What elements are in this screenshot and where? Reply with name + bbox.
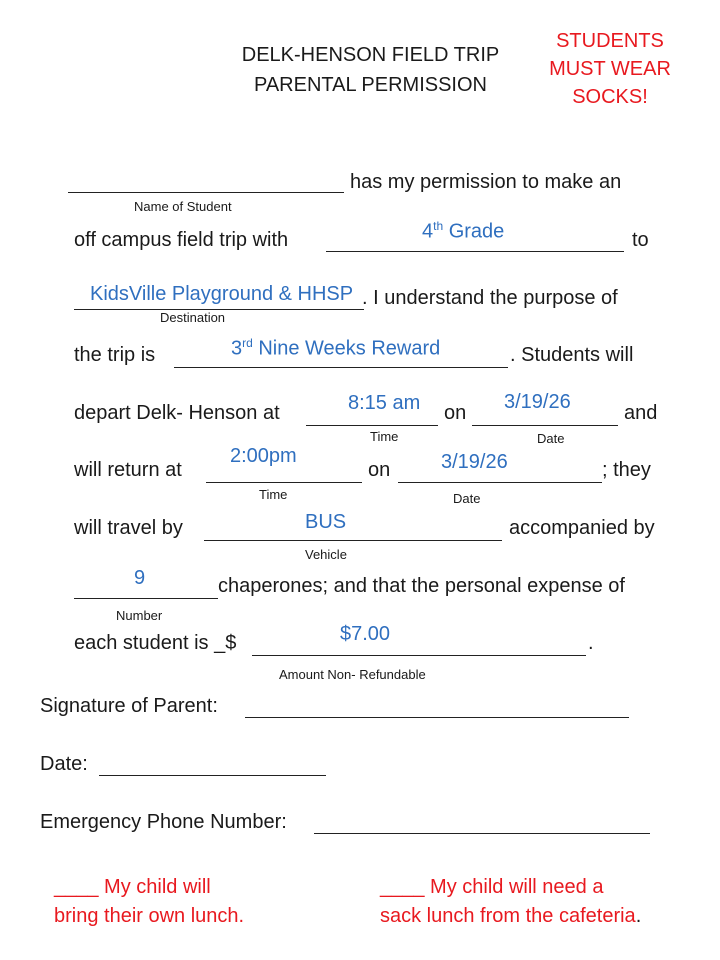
amount-value: $7.00 [340, 623, 391, 645]
sack-lunch-blank[interactable]: ____ [380, 876, 425, 898]
own-lunch-line1: ____ My child will [54, 876, 211, 898]
parent-signature-field[interactable] [245, 717, 629, 718]
label-return-time: Time [259, 487, 288, 502]
return-time-field[interactable] [206, 482, 362, 483]
label-amount: Amount Non- Refundable [279, 667, 426, 682]
depart-time-field[interactable] [306, 425, 438, 426]
and-text: and [624, 402, 658, 424]
return-date-field[interactable] [398, 482, 602, 483]
trip-with-text: off campus field trip with [74, 229, 289, 251]
socks-notice [538, 27, 682, 111]
return-on-text: on [368, 459, 391, 481]
they-text: ; they [602, 459, 651, 481]
vehicle-value: BUS [305, 511, 347, 533]
purpose-field[interactable] [174, 367, 508, 368]
form-title-line2: PARENTAL PERMISSION [253, 74, 487, 96]
form-title [228, 40, 513, 100]
parent-signature-label: Signature of Parent: [40, 695, 218, 717]
grade-value: 4th Grade [422, 219, 505, 243]
label-student: Name of Student [134, 199, 232, 214]
to-text: to [632, 229, 649, 251]
depart-date-field[interactable] [472, 425, 618, 426]
amount-field[interactable] [252, 655, 586, 656]
travel-by-text: will travel by [74, 517, 183, 539]
expense-text: each student is _$ [74, 632, 237, 654]
expense-period: . [588, 632, 594, 654]
socks-notice-line1: STUDENTS [556, 30, 664, 52]
socks-notice-line3: SOCKS! [572, 86, 648, 108]
accompanied-text: accompanied by [509, 517, 655, 539]
chaperone-count-field[interactable] [74, 598, 218, 599]
label-vehicle: Vehicle [305, 547, 347, 562]
own-lunch-line2: bring their own lunch. [54, 905, 245, 927]
grade-field[interactable] [326, 251, 624, 252]
label-number: Number [116, 608, 163, 623]
own-lunch-blank[interactable]: ____ [54, 876, 99, 898]
return-date-value: 3/19/26 [441, 451, 508, 473]
socks-notice-line2: MUST WEAR [549, 58, 671, 80]
chaperones-text: chaperones; and that the personal expense of [218, 575, 625, 597]
sack-lunch-line2: sack lunch from the cafeteria. [380, 905, 642, 927]
label-depart-time: Time [370, 429, 399, 444]
depart-date-value: 3/19/26 [504, 391, 571, 413]
date-label: Date: [40, 753, 88, 775]
return-time-value: 2:00pm [230, 445, 297, 467]
date-field[interactable] [99, 775, 326, 776]
label-destination: Destination [160, 310, 226, 325]
emergency-phone-label: Emergency Phone Number: [40, 811, 287, 833]
vehicle-field[interactable] [204, 540, 502, 541]
return-text: will return at [74, 459, 182, 481]
emergency-phone-field[interactable] [314, 833, 650, 834]
label-return-date: Date [453, 491, 481, 506]
chaperone-count-value: 9 [134, 567, 146, 589]
own-lunch-option[interactable] [54, 873, 244, 931]
sack-lunch-option[interactable] [380, 873, 641, 931]
destination-value: KidsVille Playground & HHSP [90, 283, 354, 305]
permission-text: has my permission to make an [350, 171, 622, 193]
form-title-line1: DELK-HENSON FIELD TRIP [241, 44, 500, 66]
students-will-text: . Students will [510, 344, 634, 366]
student-name-field[interactable] [68, 192, 344, 193]
trip-is-text: the trip is [74, 344, 156, 366]
sack-lunch-line1: ____ My child will need a [380, 876, 604, 898]
label-depart-date: Date [537, 431, 565, 446]
depart-on-text: on [444, 402, 467, 424]
purpose-value: 3rd Nine Weeks Reward [231, 336, 441, 360]
purpose-intro-text: . I understand the purpose of [362, 287, 618, 309]
depart-text: depart Delk- Henson at [74, 402, 280, 424]
depart-time-value: 8:15 am [348, 392, 421, 414]
